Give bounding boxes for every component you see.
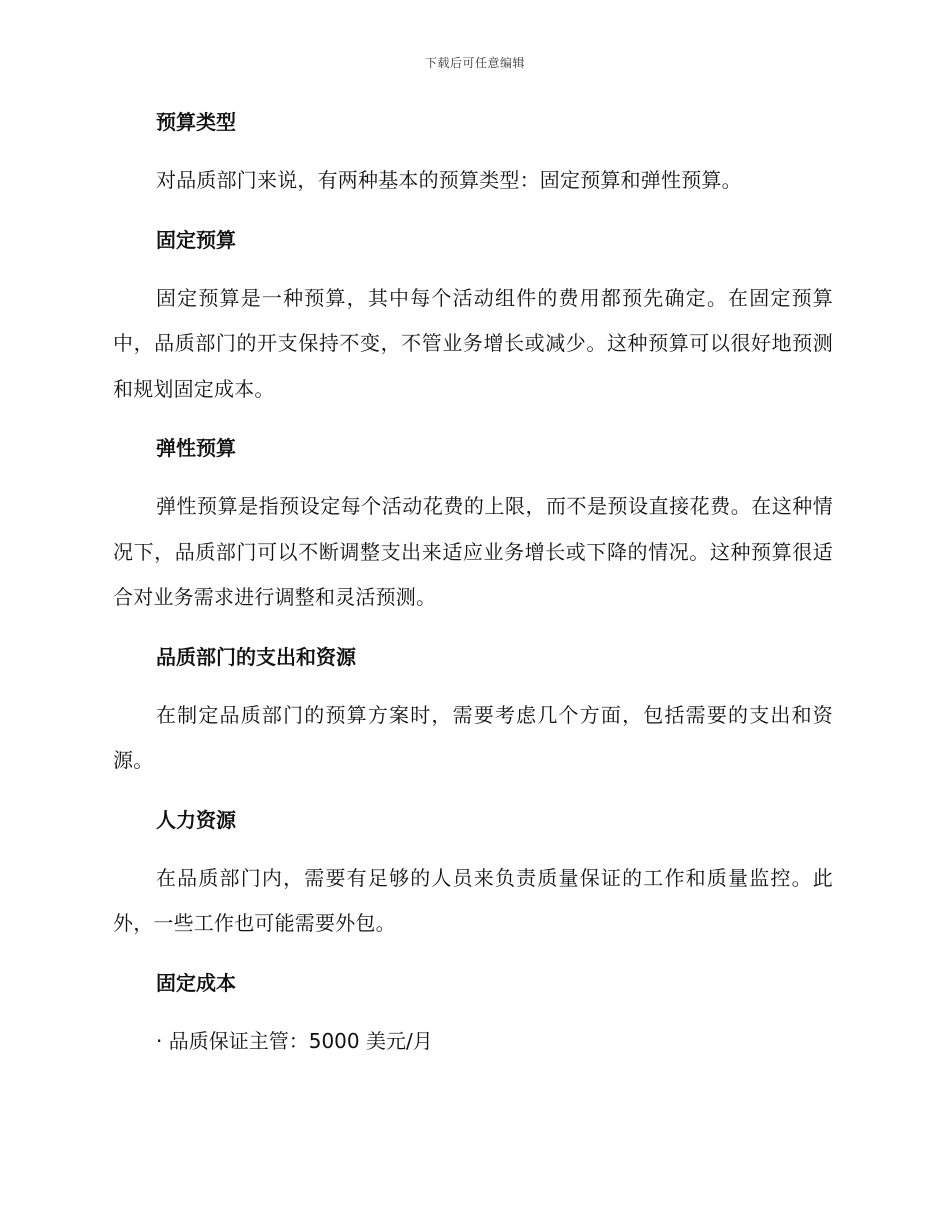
section-heading-human-resources: 人力资源 — [156, 807, 236, 832]
section-heading-budget-types: 预算类型 — [156, 110, 236, 134]
document-body — [113, 108, 833, 1055]
section-heading-expenses-resources: 品质部门的支出和资源 — [156, 644, 356, 669]
section-paragraph-flexible-budget: 弹性预算是指预设定每个活动花费的上限，而不是预设直接花费。在这种情况下，品质部门可以不断调整支出来适应业务增长或下降的情况。这种预算很适合对业务需求进行调整和灵活预测。 — [113, 494, 833, 609]
section-paragraph-budget-types: 对品质部门来说，有两种基本的预算类型：固定预算和弹性预算。 — [156, 168, 742, 192]
list-item-qa-supervisor: · 品质保证主管：5000 美元/月 — [156, 1028, 433, 1053]
page-header: 下载后可任意编辑 — [424, 56, 525, 70]
section-paragraph-human-resources: 在品质部门内，需要有足够的人员来负责质量保证的工作和质量监控。此外，一些工作也可能需要外包。 — [113, 865, 833, 935]
section-heading-fixed-budget: 固定预算 — [156, 227, 236, 252]
section-paragraph-fixed-budget: 固定预算是一种预算，其中每个活动组件的费用都预先确定。在固定预算中，品质部门的开支保持不变，不管业务增长或减少。这种预算可以很好地预测和规划固定成本。 — [113, 285, 833, 401]
section-paragraph-expenses-resources: 在制定品质部门的预算方案时，需要考虑几个方面，包括需要的支出和资源。 — [113, 702, 833, 772]
section-heading-flexible-budget: 弹性预算 — [156, 436, 236, 460]
section-heading-fixed-costs: 固定成本 — [156, 970, 236, 995]
